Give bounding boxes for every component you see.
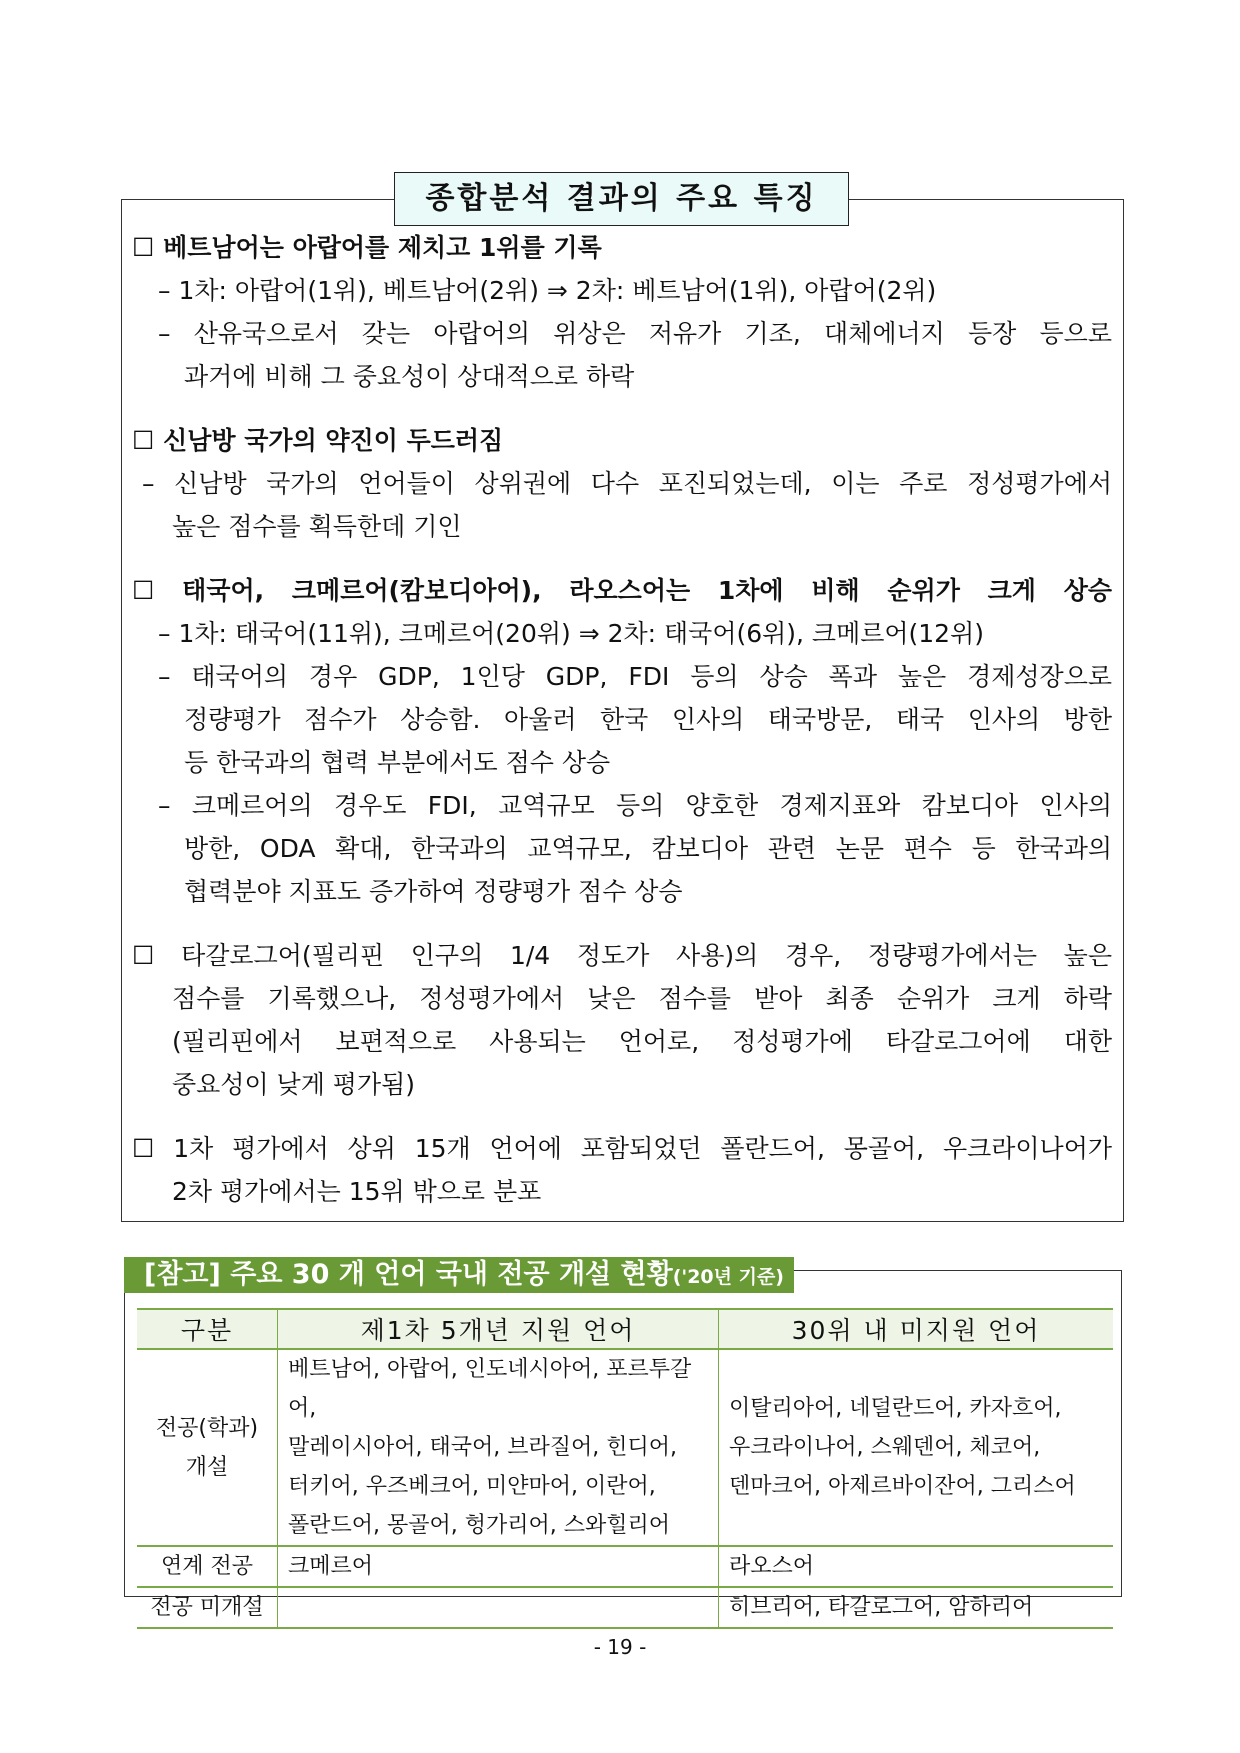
bullet-cont: 협력분야 지표도 증가하여 정량평가 점수 상승 — [184, 877, 683, 906]
bullet-cont: 높은 점수를 획득한데 기인 — [172, 512, 462, 541]
header-cell: 제1차 5개년 지원 언어 — [278, 1309, 719, 1349]
table-header-row — [137, 1309, 1113, 1349]
cell-line: 베트남어, 아랍어, 인도네시아어, 포르투갈어, — [288, 1357, 692, 1421]
header-cell: 30위 내 미지원 언어 — [719, 1309, 1114, 1349]
cell-line: 터키어, 우즈베크어, 미얀마어, 이란어, — [288, 1474, 656, 1499]
label-line: 전공(학과) — [155, 1415, 259, 1441]
row-label: 연계 전공 — [137, 1546, 278, 1587]
paragraph: ☐ 1차 평가에서 상위 15개 언어에 포함되었던 폴란드어, 몽골어, 우크라이나어가 — [132, 1134, 1112, 1163]
reference-title-text: [참고] 주요 30 개 언어 국내 전공 개설 현황 — [144, 1259, 673, 1290]
cell-line: 폴란드어, 몽골어, 헝가리어, 스와힐리어 — [288, 1513, 670, 1538]
bullet-cont: 정량평가 점수가 상승함. 아울러 한국 인사의 태국방문, 태국 인사의 방한 — [184, 705, 1112, 734]
bullet: – 1차: 아랍어(1위), 베트남어(2위) ⇒ 2차: 베트남어(1위), 아랍어(2위) — [158, 276, 937, 305]
cell — [278, 1349, 719, 1546]
table-row — [137, 1546, 1113, 1587]
reference-table — [137, 1308, 1113, 1629]
bullet-cont: 과거에 비해 그 중요성이 상대적으로 하락 — [184, 362, 635, 391]
cell: 크메르어 — [278, 1546, 719, 1587]
cell — [278, 1587, 719, 1628]
page-number: - 19 - — [593, 1635, 647, 1659]
paragraph-cont: 중요성이 낮게 평가됨) — [172, 1070, 415, 1099]
paragraph-cont: 2차 평가에서는 15위 밖으로 분포 — [172, 1177, 542, 1206]
bullet-cont: 방한, ODA 확대, 한국과의 교역규모, 캄보디아 관련 논문 편수 등 한국과의 — [184, 834, 1112, 863]
bullet: – 산유국으로서 갖는 아랍어의 위상은 저유가 기조, 대체에너지 등장 등으로 — [158, 319, 1112, 348]
bullet-cont: 등 한국과의 협력 부분에서도 점수 상승 — [184, 748, 611, 777]
cell-line: 우크라이나어, 스웨덴어, 체코어, — [729, 1435, 1041, 1460]
label-line: 개설 — [185, 1454, 229, 1480]
paragraph-cont: (필리핀에서 보편적으로 사용되는 언어로, 정성평가에 타갈로그어에 대한 — [172, 1027, 1112, 1056]
cell-line: 덴마크어, 아제르바이잔어, 그리스어 — [729, 1474, 1076, 1499]
section-title: 종합분석 결과의 주요 특징 — [394, 172, 849, 226]
bullet: – 1차: 태국어(11위), 크메르어(20위) ⇒ 2차: 태국어(6위), 크메르어(12위) — [158, 619, 984, 648]
bullet: – 크메르어의 경우도 FDI, 교역규모 등의 양호한 경제지표와 캄보디아 인사의 — [158, 791, 1112, 820]
reference-title — [124, 1257, 794, 1293]
cell: 히브리어, 타갈로그어, 암하리어 — [719, 1587, 1114, 1628]
paragraph: ☐ 타갈로그어(필리핀 인구의 1/4 정도가 사용)의 경우, 정량평가에서는 높은 — [132, 941, 1112, 970]
bullet: – 신남방 국가의 언어들이 상위권에 다수 포진되었는데, 이는 주로 정성평가에서 — [142, 469, 1112, 498]
paragraph-cont: 점수를 기록했으나, 정성평가에서 낮은 점수를 받아 최종 순위가 크게 하락 — [172, 984, 1112, 1013]
bullet: – 태국어의 경우 GDP, 1인당 GDP, FDI 등의 상승 폭과 높은 경제성장으로 — [158, 662, 1112, 691]
cell — [719, 1349, 1114, 1546]
heading-1: ☐ 베트남어는 아랍어를 제치고 1위를 기록 — [132, 233, 602, 262]
heading-2: ☐ 신남방 국가의 약진이 두드러짐 — [132, 426, 504, 455]
header-cell: 구분 — [137, 1309, 278, 1349]
reference-title-suffix: ('20년 기준) — [672, 1266, 784, 1288]
cell-line: 말레이시아어, 태국어, 브라질어, 힌디어, — [288, 1435, 677, 1460]
table-row — [137, 1587, 1113, 1628]
table-row — [137, 1349, 1113, 1546]
row-label — [137, 1349, 278, 1546]
heading-3: ☐ 태국어, 크메르어(캄보디아어), 라오스어는 1차에 비해 순위가 크게 상승 — [132, 576, 1112, 605]
row-label: 전공 미개설 — [137, 1587, 278, 1628]
cell-line: 이탈리아어, 네덜란드어, 카자흐어, — [729, 1396, 1062, 1421]
summary-content — [132, 226, 1112, 1213]
cell: 라오스어 — [719, 1546, 1114, 1587]
